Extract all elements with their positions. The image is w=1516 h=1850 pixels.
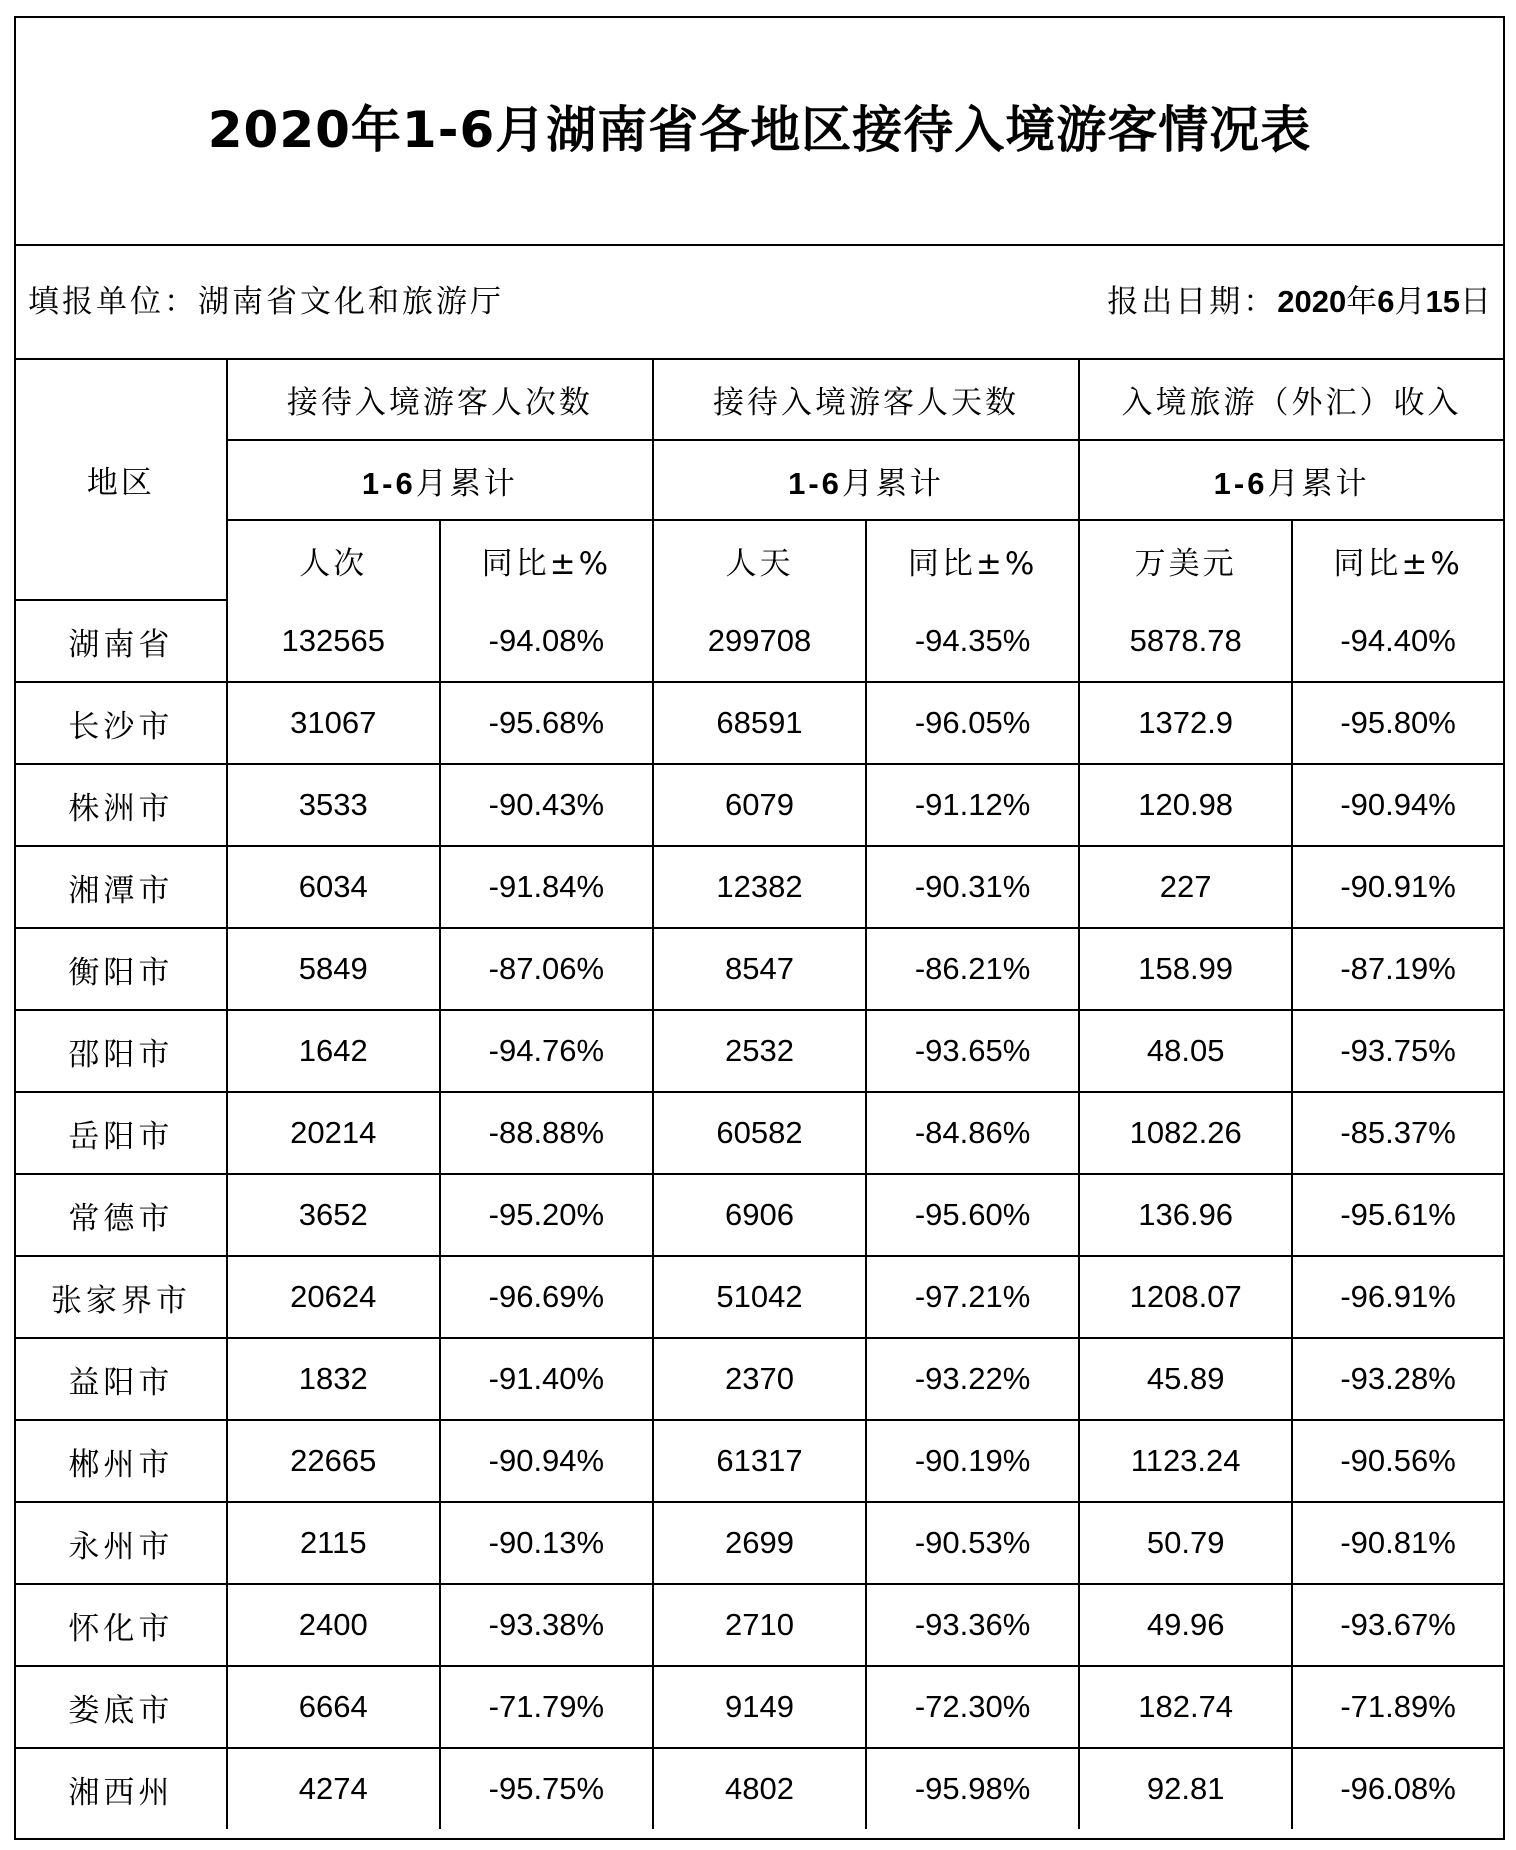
visits-yoy-cell: -90.94% bbox=[440, 1420, 653, 1502]
table-row bbox=[16, 1256, 1503, 1338]
days-cell: 6079 bbox=[653, 764, 866, 846]
days-cell: 51042 bbox=[653, 1256, 866, 1338]
table-row bbox=[16, 1010, 1503, 1092]
days-yoy-cell: -93.36% bbox=[866, 1584, 1079, 1666]
visits-cell: 132565 bbox=[227, 600, 440, 682]
header-group-title: 接待入境游客人天数 bbox=[653, 360, 1079, 440]
visits-cell: 2400 bbox=[227, 1584, 440, 1666]
visits-yoy-cell: -93.38% bbox=[440, 1584, 653, 1666]
header-unit: 万美元 bbox=[1079, 520, 1292, 600]
days-yoy-cell: -90.53% bbox=[866, 1502, 1079, 1584]
days-yoy-cell: -96.05% bbox=[866, 682, 1079, 764]
days-yoy-cell: -95.60% bbox=[866, 1174, 1079, 1256]
income-yoy-cell: -93.28% bbox=[1292, 1338, 1503, 1420]
region-cell: 衡阳市 bbox=[16, 928, 227, 1010]
income-cell: 136.96 bbox=[1079, 1174, 1292, 1256]
visits-yoy-cell: -95.75% bbox=[440, 1748, 653, 1829]
header-yoy: 同比±% bbox=[440, 520, 653, 600]
visits-yoy-cell: -91.40% bbox=[440, 1338, 653, 1420]
report-date-month-char: 月 bbox=[1394, 284, 1426, 320]
visits-yoy-cell: -94.76% bbox=[440, 1010, 653, 1092]
visits-yoy-cell: -95.20% bbox=[440, 1174, 653, 1256]
reporting-unit-label: 填报单位： bbox=[28, 284, 198, 320]
income-cell: 1208.07 bbox=[1079, 1256, 1292, 1338]
reporting-unit bbox=[28, 246, 504, 358]
region-cell: 永州市 bbox=[16, 1502, 227, 1584]
report-date-year: 2020 bbox=[1277, 284, 1347, 319]
header-group-period bbox=[227, 440, 653, 520]
income-yoy-cell: -90.81% bbox=[1292, 1502, 1503, 1584]
income-cell: 5878.78 bbox=[1079, 600, 1292, 682]
region-cell: 湖南省 bbox=[16, 600, 227, 682]
period-number: 1-6 bbox=[361, 465, 416, 501]
reporting-unit-value: 湖南省文化和旅游厅 bbox=[198, 284, 504, 320]
days-yoy-cell: -90.31% bbox=[866, 846, 1079, 928]
visits-cell: 3533 bbox=[227, 764, 440, 846]
days-cell: 2710 bbox=[653, 1584, 866, 1666]
visits-yoy-cell: -90.13% bbox=[440, 1502, 653, 1584]
table-row bbox=[16, 1584, 1503, 1666]
table-row bbox=[16, 1748, 1503, 1829]
report-date bbox=[1107, 246, 1491, 358]
days-yoy-cell: -90.19% bbox=[866, 1420, 1079, 1502]
days-cell: 8547 bbox=[653, 928, 866, 1010]
days-cell: 4802 bbox=[653, 1748, 866, 1829]
report-title: 2020年1-6月湖南省各地区接待入境游客情况表 bbox=[207, 101, 1312, 159]
table-row bbox=[16, 1174, 1503, 1256]
days-yoy-cell: -93.65% bbox=[866, 1010, 1079, 1092]
days-yoy-cell: -93.22% bbox=[866, 1338, 1079, 1420]
data-table bbox=[16, 360, 1503, 1829]
region-cell: 邵阳市 bbox=[16, 1010, 227, 1092]
income-yoy-cell: -85.37% bbox=[1292, 1092, 1503, 1174]
days-cell: 6906 bbox=[653, 1174, 866, 1256]
region-cell: 郴州市 bbox=[16, 1420, 227, 1502]
visits-cell: 20624 bbox=[227, 1256, 440, 1338]
days-cell: 61317 bbox=[653, 1420, 866, 1502]
visits-cell: 3652 bbox=[227, 1174, 440, 1256]
title-box bbox=[16, 18, 1503, 246]
visits-yoy-cell: -94.08% bbox=[440, 600, 653, 682]
header-row-titles bbox=[16, 360, 1503, 440]
period-text: 月累计 bbox=[1267, 465, 1370, 502]
days-cell: 299708 bbox=[653, 600, 866, 682]
days-yoy-cell: -72.30% bbox=[866, 1666, 1079, 1748]
income-cell: 182.74 bbox=[1079, 1666, 1292, 1748]
header-group-period bbox=[1079, 440, 1503, 520]
income-yoy-cell: -93.75% bbox=[1292, 1010, 1503, 1092]
period-number: 1-6 bbox=[788, 465, 842, 501]
report-date-label: 报出日期： bbox=[1107, 284, 1278, 320]
income-cell: 48.05 bbox=[1079, 1010, 1292, 1092]
region-cell: 湘潭市 bbox=[16, 846, 227, 928]
income-cell: 1082.26 bbox=[1079, 1092, 1292, 1174]
report-date-day: 15 bbox=[1425, 284, 1460, 319]
income-cell: 120.98 bbox=[1079, 764, 1292, 846]
region-cell: 怀化市 bbox=[16, 1584, 227, 1666]
income-yoy-cell: -94.40% bbox=[1292, 600, 1503, 682]
period-text: 月累计 bbox=[415, 465, 518, 502]
region-cell: 张家界市 bbox=[16, 1256, 227, 1338]
header-yoy: 同比±% bbox=[1292, 520, 1503, 600]
table-row bbox=[16, 846, 1503, 928]
info-row bbox=[16, 246, 1503, 360]
income-cell: 1123.24 bbox=[1079, 1420, 1292, 1502]
visits-cell: 4274 bbox=[227, 1748, 440, 1829]
visits-cell: 1642 bbox=[227, 1010, 440, 1092]
report-date-day-char: 日 bbox=[1460, 284, 1491, 320]
table-row bbox=[16, 682, 1503, 764]
visits-cell: 5849 bbox=[227, 928, 440, 1010]
table-row bbox=[16, 1338, 1503, 1420]
visits-yoy-cell: -96.69% bbox=[440, 1256, 653, 1338]
header-row-units bbox=[16, 520, 1503, 600]
days-cell: 12382 bbox=[653, 846, 866, 928]
income-cell: 49.96 bbox=[1079, 1584, 1292, 1666]
region-cell: 岳阳市 bbox=[16, 1092, 227, 1174]
days-yoy-cell: -94.35% bbox=[866, 600, 1079, 682]
header-unit: 人天 bbox=[653, 520, 866, 600]
table-row bbox=[16, 1092, 1503, 1174]
header-row-period bbox=[16, 440, 1503, 520]
report-date-month: 6 bbox=[1377, 284, 1395, 319]
days-yoy-cell: -86.21% bbox=[866, 928, 1079, 1010]
income-yoy-cell: -96.91% bbox=[1292, 1256, 1503, 1338]
table-row bbox=[16, 600, 1503, 682]
days-cell: 2370 bbox=[653, 1338, 866, 1420]
region-cell: 湘西州 bbox=[16, 1748, 227, 1829]
income-cell: 227 bbox=[1079, 846, 1292, 928]
income-yoy-cell: -90.91% bbox=[1292, 846, 1503, 928]
period-number: 1-6 bbox=[1213, 465, 1268, 501]
income-yoy-cell: -95.80% bbox=[1292, 682, 1503, 764]
days-cell: 2532 bbox=[653, 1010, 866, 1092]
visits-cell: 22665 bbox=[227, 1420, 440, 1502]
visits-yoy-cell: -90.43% bbox=[440, 764, 653, 846]
days-cell: 68591 bbox=[653, 682, 866, 764]
visits-yoy-cell: -87.06% bbox=[440, 928, 653, 1010]
report-sheet bbox=[14, 16, 1505, 1840]
income-cell: 92.81 bbox=[1079, 1748, 1292, 1829]
visits-yoy-cell: -95.68% bbox=[440, 682, 653, 764]
visits-yoy-cell: -88.88% bbox=[440, 1092, 653, 1174]
header-yoy: 同比±% bbox=[866, 520, 1079, 600]
days-cell: 9149 bbox=[653, 1666, 866, 1748]
visits-cell: 6664 bbox=[227, 1666, 440, 1748]
days-yoy-cell: -84.86% bbox=[866, 1092, 1079, 1174]
region-cell: 益阳市 bbox=[16, 1338, 227, 1420]
data-rows bbox=[16, 600, 1503, 1829]
header-group-title: 接待入境游客人次数 bbox=[227, 360, 653, 440]
days-yoy-cell: -95.98% bbox=[866, 1748, 1079, 1829]
income-cell: 50.79 bbox=[1079, 1502, 1292, 1584]
days-yoy-cell: -91.12% bbox=[866, 764, 1079, 846]
income-cell: 158.99 bbox=[1079, 928, 1292, 1010]
table-row bbox=[16, 928, 1503, 1010]
visits-cell: 2115 bbox=[227, 1502, 440, 1584]
table-row bbox=[16, 764, 1503, 846]
report-date-year-char: 年 bbox=[1346, 284, 1378, 320]
income-yoy-cell: -95.61% bbox=[1292, 1174, 1503, 1256]
income-yoy-cell: -87.19% bbox=[1292, 928, 1503, 1010]
table-row bbox=[16, 1502, 1503, 1584]
days-cell: 2699 bbox=[653, 1502, 866, 1584]
header-group-period bbox=[653, 440, 1079, 520]
income-yoy-cell: -71.89% bbox=[1292, 1666, 1503, 1748]
header-unit: 人次 bbox=[227, 520, 440, 600]
region-cell: 娄底市 bbox=[16, 1666, 227, 1748]
income-yoy-cell: -90.94% bbox=[1292, 764, 1503, 846]
visits-cell: 31067 bbox=[227, 682, 440, 764]
region-cell: 常德市 bbox=[16, 1174, 227, 1256]
table-row bbox=[16, 1666, 1503, 1748]
visits-yoy-cell: -71.79% bbox=[440, 1666, 653, 1748]
income-yoy-cell: -93.67% bbox=[1292, 1584, 1503, 1666]
period-text: 月累计 bbox=[841, 465, 944, 502]
region-cell: 长沙市 bbox=[16, 682, 227, 764]
table-row bbox=[16, 1420, 1503, 1502]
header-group-title: 入境旅游（外汇）收入 bbox=[1079, 360, 1503, 440]
visits-cell: 20214 bbox=[227, 1092, 440, 1174]
region-cell: 株洲市 bbox=[16, 764, 227, 846]
days-yoy-cell: -97.21% bbox=[866, 1256, 1079, 1338]
income-cell: 45.89 bbox=[1079, 1338, 1292, 1420]
visits-yoy-cell: -91.84% bbox=[440, 846, 653, 928]
income-yoy-cell: -96.08% bbox=[1292, 1748, 1503, 1829]
income-yoy-cell: -90.56% bbox=[1292, 1420, 1503, 1502]
visits-cell: 6034 bbox=[227, 846, 440, 928]
days-cell: 60582 bbox=[653, 1092, 866, 1174]
visits-cell: 1832 bbox=[227, 1338, 440, 1420]
income-cell: 1372.9 bbox=[1079, 682, 1292, 764]
header-region: 地区 bbox=[16, 360, 227, 600]
